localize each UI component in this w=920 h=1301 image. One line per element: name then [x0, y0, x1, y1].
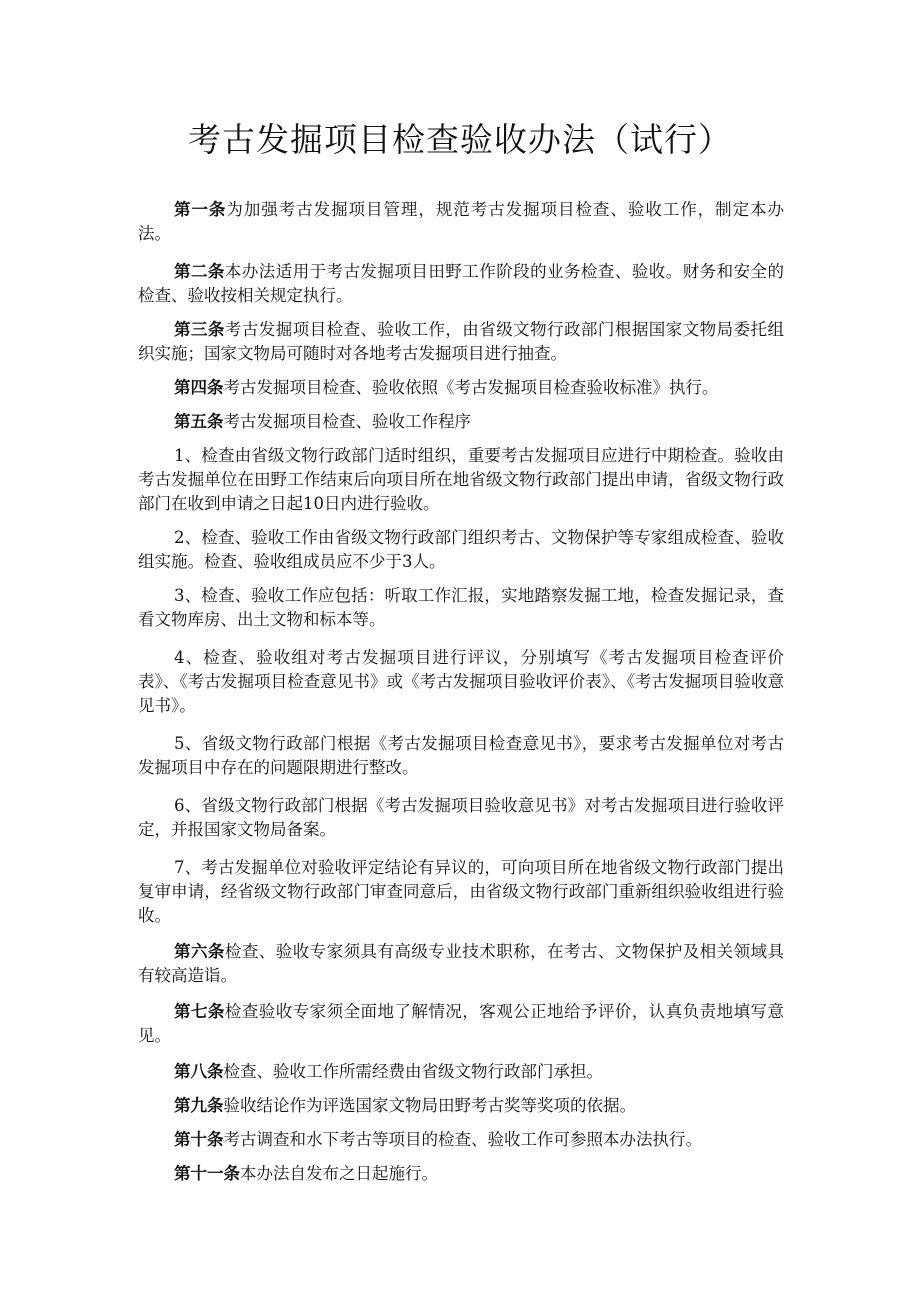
article-text: 检查、验收工作所需经费由省级文物行政部门承担。: [223, 1062, 603, 1081]
article-heading: 第十条: [174, 1130, 224, 1149]
article-heading: 第一条: [174, 200, 227, 219]
article-text: 检查验收专家须全面地了解情况，客观公正地给予评价，认真负责地填写意见。: [138, 1002, 785, 1045]
article-heading: 第四条: [174, 378, 224, 397]
procedure-item-3: [138, 584, 784, 632]
procedure-item-2: [138, 526, 784, 574]
article-7: [138, 1000, 784, 1048]
article-heading: 第十一条: [174, 1164, 240, 1183]
article-text: 考古发掘项目检查、验收依照《考古发掘项目检查验收标准》执行。: [223, 378, 719, 397]
article-text: 为加强考古发掘项目管理，规范考古发掘项目检查、验收工作，制定本办法。: [138, 200, 785, 243]
article-text: 检查、验收专家须具有高级专业技术职称，在考古、文物保护及相关领域具有较高造诣。: [138, 942, 785, 985]
article-text: 考古发掘项目检查、验收工作程序: [223, 412, 471, 431]
procedure-text: 3、检查、验收工作应包括：听取工作汇报，实地踏察发掘工地，检查发掘记录，查看文物库房、出土文物和标本等。: [138, 586, 784, 629]
procedure-text: 1、检查由省级文物行政部门适时组织，重要考古发掘项目应进行中期检查。验收由考古发掘单位在田野工作结束后向项目所在地省级文物行政部门提出申请，省级文物行政部门在收到申请之日起10日内进行验收。: [138, 446, 784, 513]
document-body: [138, 198, 784, 1186]
article-4: [138, 376, 784, 400]
procedure-text: 4、检查、验收组对考古发掘项目进行评议，分别填写《考古发掘项目检查评价表》、《考古发掘项目检查意见书》或《考古发掘项目验收评价表》、《考古发掘项目验收意见书》。: [138, 648, 784, 715]
procedure-item-7: [138, 856, 784, 928]
article-10: [138, 1128, 784, 1152]
article-heading: 第五条: [174, 412, 224, 431]
article-11: [138, 1162, 784, 1186]
procedure-text: 2、检查、验收工作由省级文物行政部门组织考古、文物保护等专家组成检查、验收组实施。检查、验收组成员应不少于3人。: [138, 528, 784, 571]
page-title: 考古发掘项目检查验收办法（试行）: [188, 120, 732, 159]
procedure-text: 5、省级文物行政部门根据《考古发掘项目检查意见书》，要求考古发掘单位对考古发掘项目中存在的问题限期进行整改。: [138, 734, 784, 777]
article-9: [138, 1094, 784, 1118]
article-heading: 第三条: [174, 320, 225, 339]
article-6: [138, 940, 784, 988]
article-5: [138, 410, 784, 434]
article-heading: 第七条: [174, 1002, 225, 1021]
article-heading: 第六条: [174, 942, 225, 961]
article-text: 考古调查和水下考古等项目的检查、验收工作可参照本办法执行。: [223, 1130, 702, 1149]
procedure-item-6: [138, 794, 784, 842]
article-1: [138, 198, 784, 246]
article-2: [138, 260, 784, 308]
procedure-item-1: [138, 444, 784, 516]
article-heading: 第二条: [174, 262, 225, 281]
article-8: [138, 1060, 784, 1084]
procedure-item-4: [138, 646, 784, 718]
procedure-text: 6、省级文物行政部门根据《考古发掘项目验收意见书》对考古发掘项目进行验收评定，并报国家文物局备案。: [138, 796, 784, 839]
article-text: 本办法适用于考古发掘项目田野工作阶段的业务检查、验收。财务和安全的检查、验收按相关规定执行。: [138, 262, 785, 305]
procedure-item-5: [138, 732, 784, 780]
article-text: 本办法自发布之日起施行。: [240, 1164, 438, 1183]
article-3: [138, 318, 784, 366]
article-heading: 第八条: [174, 1062, 224, 1081]
article-heading: 第九条: [174, 1096, 224, 1115]
article-text: 验收结论作为评选国家文物局田野考古奖等奖项的依据。: [223, 1096, 636, 1115]
procedure-text: 7、考古发掘单位对验收评定结论有异议的，可向项目所在地省级文物行政部门提出复审申请，经省级文物行政部门审查同意后，由省级文物行政部门重新组织验收组进行验收。: [138, 858, 784, 925]
article-text: 考古发掘项目检查、验收工作，由省级文物行政部门根据国家文物局委托组织实施；国家文物局可随时对各地考古发掘项目进行抽查。: [138, 320, 785, 363]
